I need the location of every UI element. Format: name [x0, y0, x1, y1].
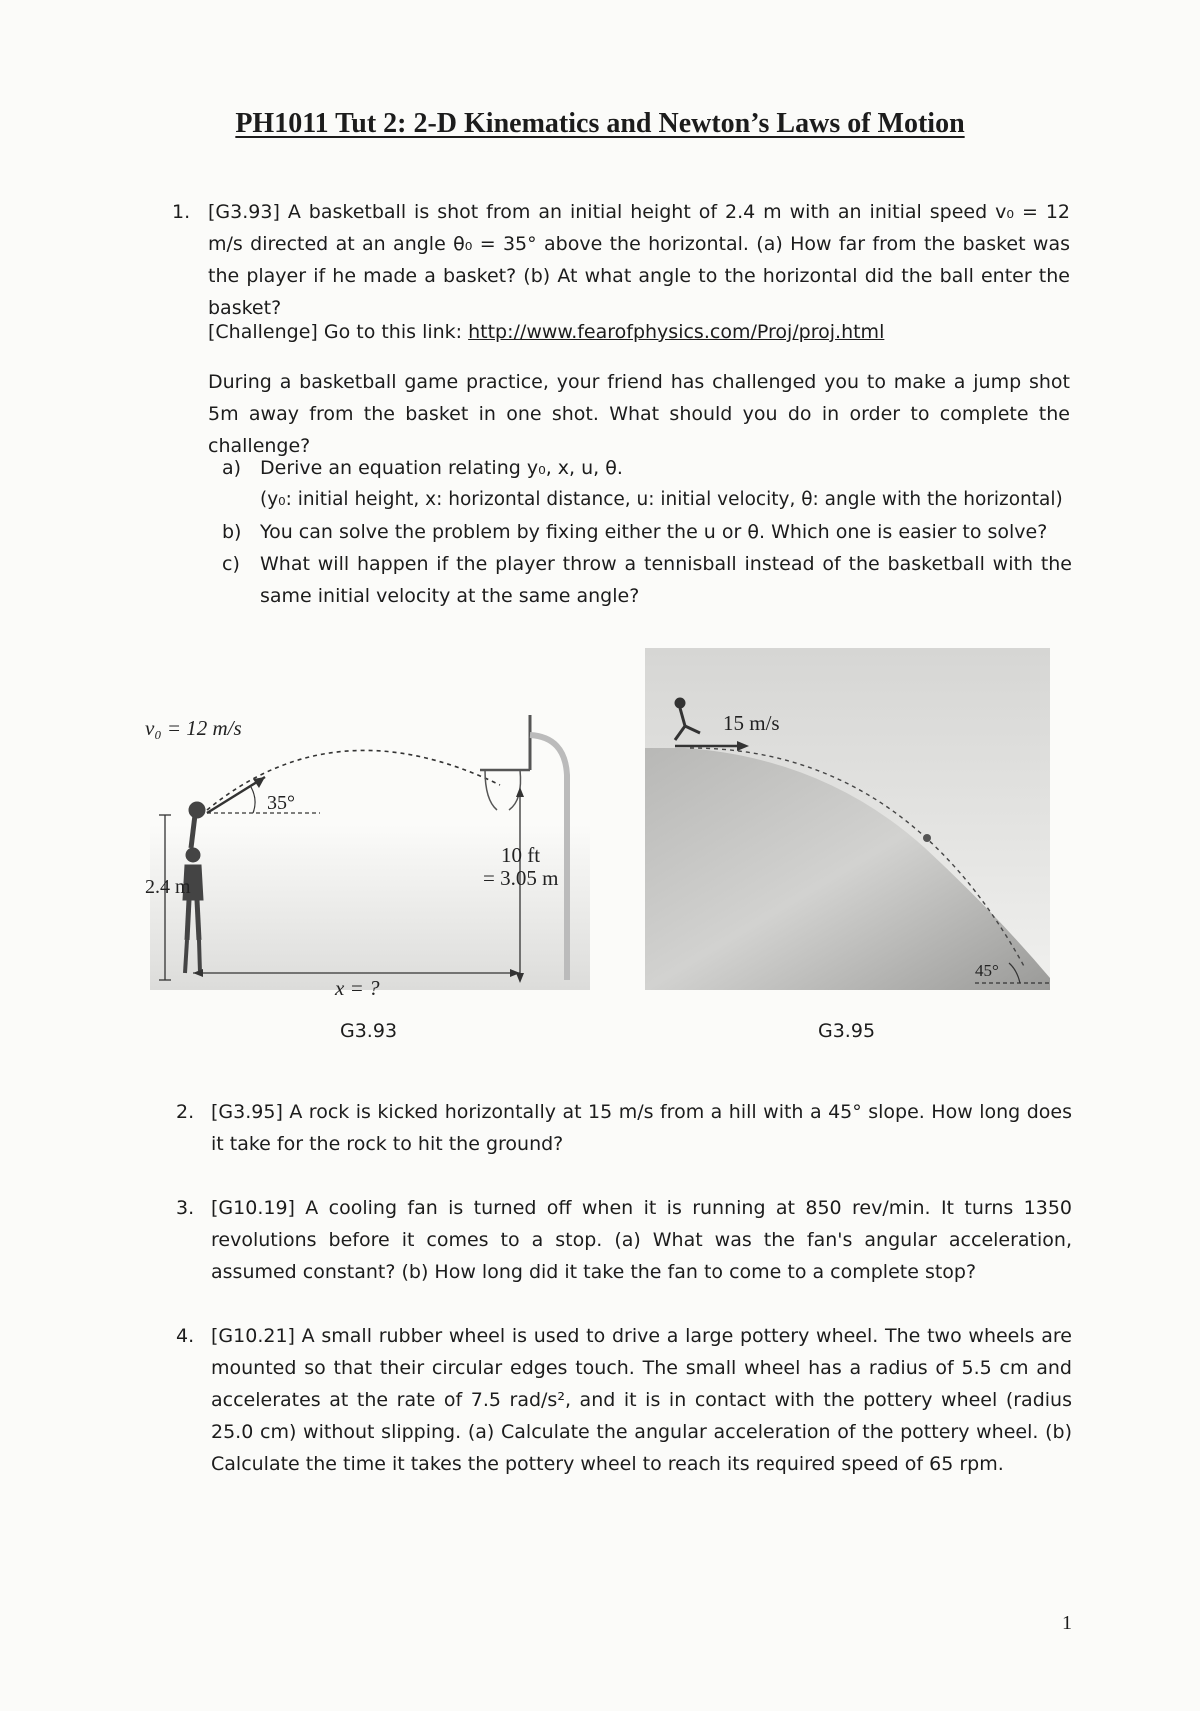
- page-title: PH1011 Tut 2: 2-D Kinematics and Newton’s Laws of Motion: [235, 108, 965, 139]
- page-number: 1: [1062, 1612, 1072, 1634]
- figure-caption-g395: G3.95: [818, 1020, 876, 1042]
- question-text: [G3.95] A rock is kicked horizontally at 15 m/s from a hill with a 45° slope. How long does it take for the rock to hit the ground?: [211, 1101, 1072, 1155]
- angle-label: 35°: [267, 792, 295, 814]
- practice-paragraph: During a basketball game practice, your friend has challenged you to make a jump shot 5m away from the basket in one shot. What should you do in order to complete the challenge?: [208, 371, 1070, 457]
- question-number: 1.: [172, 201, 191, 223]
- part-text: What will happen if the player throw a tennisball instead of the basketball with the same initial velocity at the same angle?: [260, 553, 1072, 607]
- challenge-line: [208, 316, 1068, 348]
- part-label: c): [222, 553, 240, 575]
- question-text: [G10.21] A small rubber wheel is used to drive a large pottery wheel. The two wheels are mounted so that their circular edges touch. The small wheel has a radius of 5.5 cm and accelerates at the rate of 7.5 rad/s², and it is in contact with the pottery wheel (radius 25.0 cm) without slipping. (a) Calculate the angular acceleration of the pottery wheel. (b) Calculate the time it takes the pottery wheel to reach its required speed of 65 rpm.: [211, 1325, 1072, 1475]
- part-text: Derive an equation relating y₀, x, u, θ.: [260, 457, 623, 479]
- figure-hill: [645, 648, 1050, 990]
- figure-caption-g393: G3.93: [340, 1020, 398, 1042]
- figure-basketball: [145, 715, 595, 995]
- height-label: 2.4 m: [145, 876, 191, 898]
- slope-angle-label: 45°: [975, 961, 999, 980]
- question-2: [176, 1096, 1072, 1160]
- question-number: 3.: [176, 1197, 195, 1219]
- question-text: [G10.19] A cooling fan is turned off when it is running at 850 rev/min. It turns 1350 revolutions before it comes to a stop. (a) What was the fan's angular acceleration, assumed constant? (b) How long did it take the fan to come to a complete stop?: [211, 1197, 1072, 1283]
- part-note: (y₀: initial height, x: horizontal distance, u: initial velocity, θ: angle with the horizontal): [260, 489, 1063, 510]
- rock: [923, 834, 931, 842]
- question-number: 4.: [176, 1325, 195, 1347]
- part-label: b): [222, 521, 242, 543]
- challenge-prefix: [Challenge] Go to this link:: [208, 321, 469, 343]
- challenge-link[interactable]: http://www.fearofphysics.com/Proj/proj.html: [468, 321, 885, 343]
- trajectory-path: [207, 750, 500, 810]
- question-3: [176, 1192, 1072, 1288]
- x-label: x = ?: [335, 976, 380, 995]
- basket-height-label-ft: 10 ft: [501, 843, 541, 867]
- speed-label: 15 m/s: [723, 711, 780, 735]
- part-label: a): [222, 457, 242, 479]
- basket-height-label-m: = 3.05 m: [483, 866, 559, 890]
- part-a: [222, 452, 1072, 516]
- question-4: [176, 1320, 1072, 1480]
- question-number: 2.: [176, 1101, 195, 1123]
- v0-label: v₀ = 12 m/s: [145, 716, 242, 740]
- part-b: [222, 516, 1072, 548]
- question-text: [G3.93] A basketball is shot from an initial height of 2.4 m with an initial speed v₀ = 12 m/s directed at an angle θ₀ = 35° above the horizontal. (a) How far from the basket was the player if he made a basket? (b) At what angle to the horizontal did the ball enter the basket?: [208, 201, 1070, 319]
- part-c: [222, 548, 1072, 612]
- part-text: You can solve the problem by fixing either the u or θ. Which one is easier to solve?: [260, 521, 1048, 543]
- question-1: [172, 196, 1070, 324]
